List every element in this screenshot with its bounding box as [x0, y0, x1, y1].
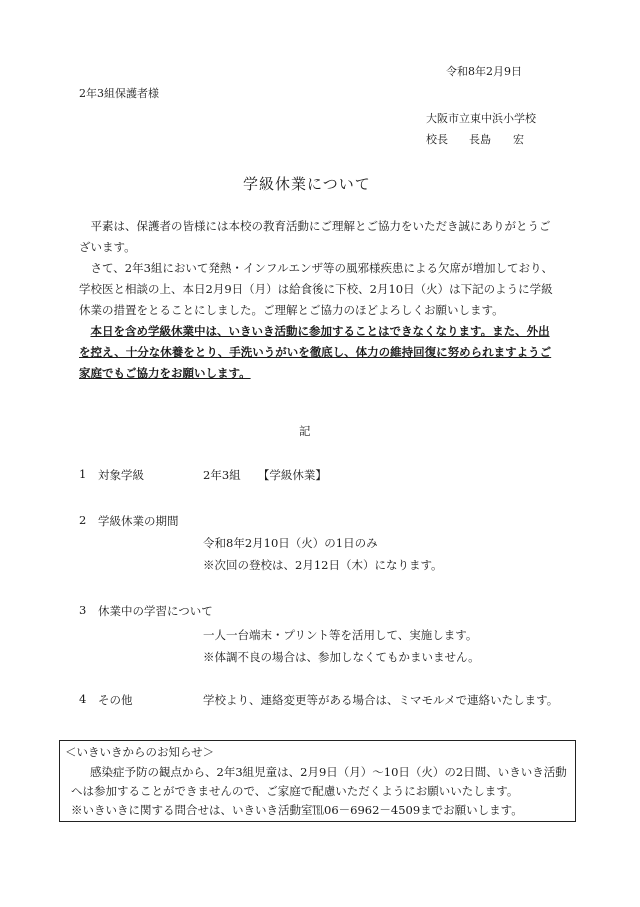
item-1-number: 1 [79, 467, 87, 481]
item-2-next-attendance: ※次回の登校は、2月12日（木）になります。 [203, 558, 443, 572]
paragraph-situation: さて、2年3組において発熱・インフルエンザ等の風邪様疾患による欠席が増加しており、学校医と相談の上、本日2月9日（月）は給食後に下校、2月10日（火）は下記のように学級休業の措置をとることにしました。ご理解とご協力のほどよろしくお願いします。 [79, 261, 553, 317]
notice-line-1: 感染症予防の観点から、2年3組児童は、2月9日（月）～10日（火）の2日間、いきいき活動 [90, 765, 567, 779]
item-1-label: 対象学級 [98, 468, 144, 482]
notice-heading: ＜いきいきからのお知らせ＞ [65, 745, 215, 759]
item-3-learning: 一人一台端末・プリント等を活用して、実施します。 [203, 628, 478, 642]
item-4-number: 4 [79, 692, 87, 706]
letter-body [79, 216, 553, 384]
item-2-number: 2 [79, 513, 87, 527]
item-3-label: 休業中の学習について [98, 604, 213, 618]
item-1-value: 2年3組 【学級休業】 [203, 468, 327, 482]
item-3-note: ※体調不良の場合は、参加しなくてもかまいません。 [203, 650, 480, 664]
page-title: 学級休業について [243, 175, 371, 193]
principal-name: 長島 宏 [469, 133, 524, 146]
notice-line-2: へは参加することができませんので、ご家庭で配慮いただくようにお願いいたします。 [71, 784, 519, 798]
item-2-period: 令和8年2月10日（火）の1日のみ [203, 536, 378, 550]
paragraph-greeting: 平素は、保護者の皆様には本校の教育活動にご理解とご協力をいただき誠にありがとうございます。 [79, 219, 551, 254]
principal-title: 校長 [426, 133, 448, 146]
recipient: 2年3組保護者様 [79, 87, 159, 100]
paragraph-request: 本日を含め学級休業中は、いきいき活動に参加することはできなくなります。また、外出を控え、十分な休養をとり、手洗いうがいを徹底し、体力の維持回復に努められますようご家庭でもご協力をお願いします。 [79, 324, 552, 380]
ki-heading: 記 [299, 424, 311, 438]
ikiiki-notice-box [59, 740, 576, 822]
item-3-number: 3 [79, 603, 87, 617]
item-2-label: 学級休業の期間 [98, 514, 179, 528]
school-name: 大阪市立東中浜小学校 [426, 112, 536, 125]
issue-date: 令和8年2月9日 [446, 65, 522, 78]
item-4-value: 学校より、連絡変更等がある場合は、ミマモルメで連絡いたします。 [203, 693, 559, 707]
item-4-label: その他 [98, 693, 133, 707]
notice-line-3: ※いきいきに関する問合せは、いきいき活動室℡06－6962－4509までお願いします。 [71, 803, 523, 817]
